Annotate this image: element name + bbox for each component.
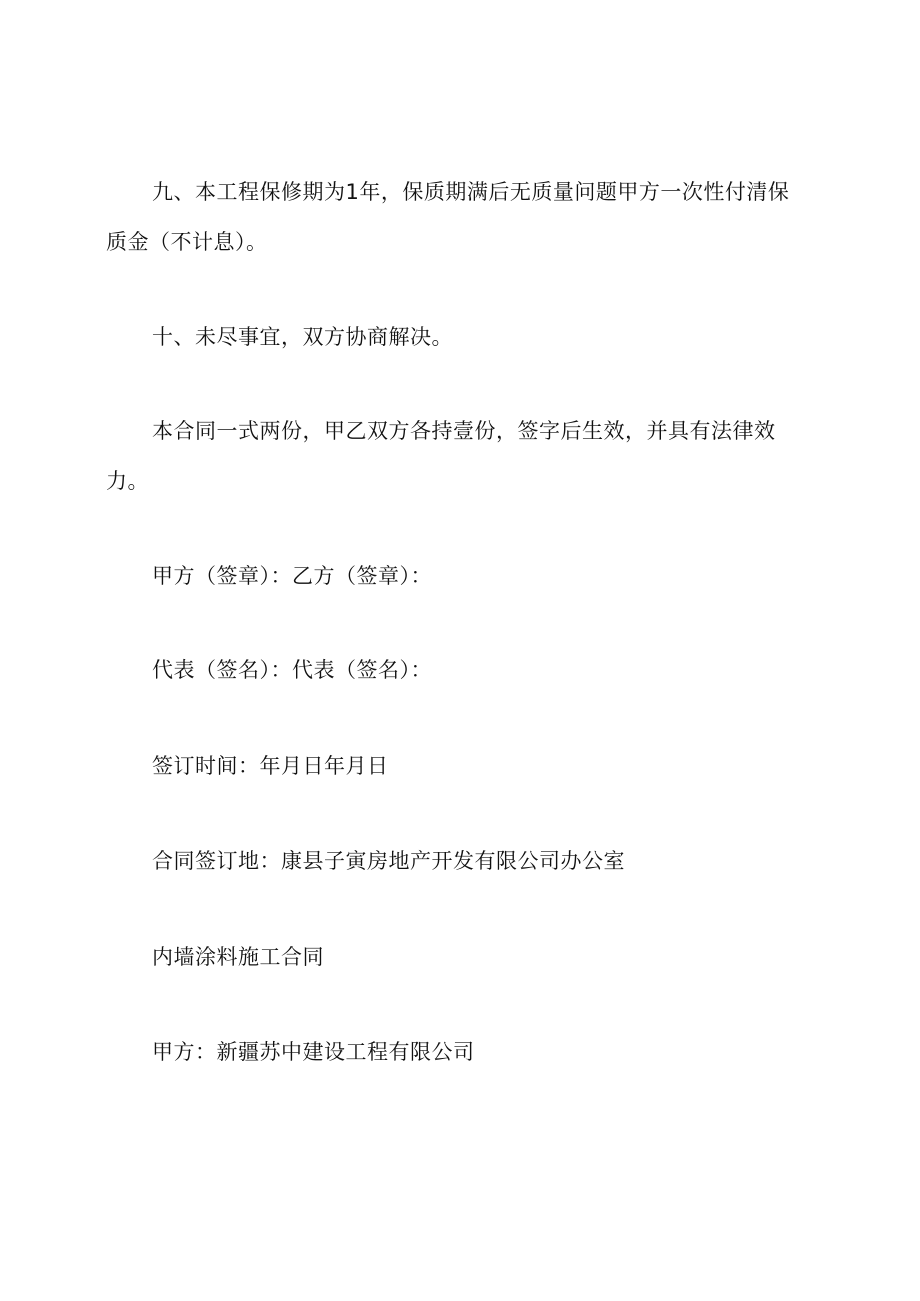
clause-ten-unresolved-matters: 十、未尽事宜，双方协商解决。: [152, 325, 453, 349]
party-a-line: 甲方：新疆苏中建设工程有限公司: [152, 1040, 475, 1064]
signing-place-line: 合同签订地：康县子寅房地产开发有限公司办公室: [152, 849, 625, 873]
contract-copies-statement: 本合同一式两份，甲乙双方各持壹份，签字后生效，并具有法律效力。: [106, 419, 776, 493]
clause-nine-warranty: 九、本工程保修期为1年，保质期满后无质量问题甲方一次性付清保质金（不计息）。: [106, 180, 790, 254]
representative-signature-line: 代表（签名）：代表（签名）：: [152, 658, 432, 682]
party-seal-line: 甲方（签章）：乙方（签章）：: [152, 564, 432, 588]
signing-date-line: 签订时间：年月日年月日: [152, 754, 389, 778]
contract-title: 内墙涂料施工合同: [152, 945, 324, 969]
